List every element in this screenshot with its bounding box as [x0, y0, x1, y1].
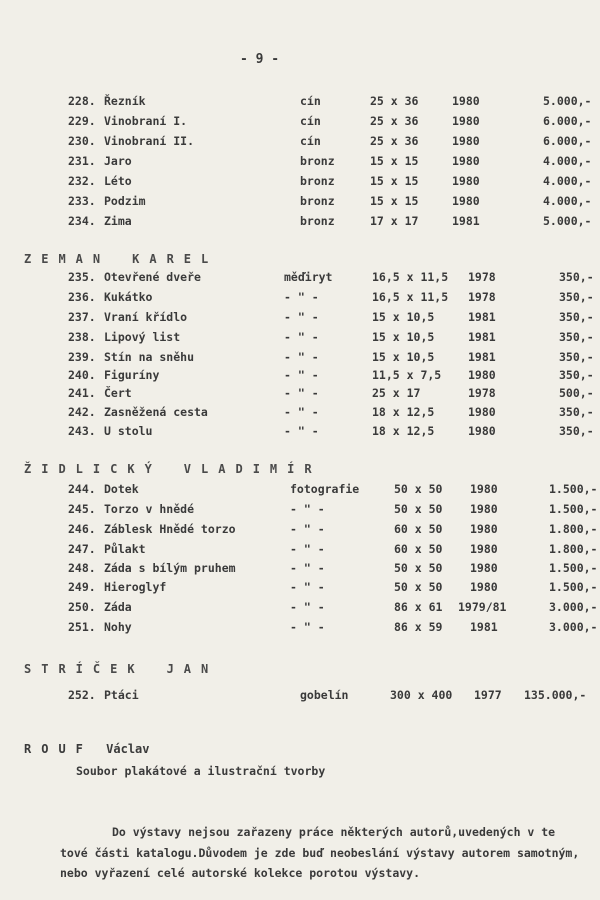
catalog-entry [0, 290, 600, 306]
entry-price: 350,- [559, 368, 594, 382]
entry-price: 135.000,- [524, 688, 587, 702]
author-heading-stricek [24, 662, 218, 676]
entry-price: 5.000,- [543, 214, 592, 228]
entry-material: gobelín [300, 688, 349, 702]
entry-number: 233. [68, 194, 96, 208]
entry-material: - " - [290, 600, 325, 614]
catalog-entry [0, 502, 600, 518]
catalog-entry [0, 580, 600, 596]
catalog-entry [0, 214, 600, 230]
entry-title: Otevřené dveře [104, 270, 201, 284]
entry-price: 350,- [559, 350, 594, 364]
entry-title: Zima [104, 214, 132, 228]
entry-price: 500,- [559, 386, 594, 400]
entry-title: Lipový list [104, 330, 181, 344]
entry-number: 251. [68, 620, 96, 634]
entry-price: 1.800,- [549, 542, 598, 556]
catalog-entry [0, 310, 600, 326]
entry-material: - " - [290, 542, 325, 556]
entry-size: 16,5 x 11,5 [372, 270, 449, 284]
entry-material: bronz [300, 154, 335, 168]
entry-title: Řezník [104, 94, 146, 108]
entry-size: 86 x 59 [394, 620, 443, 634]
catalog-entry [0, 600, 600, 616]
entry-number: 241. [68, 386, 96, 400]
entry-size: 15 x 10,5 [372, 310, 435, 324]
entry-price: 6.000,- [543, 114, 592, 128]
entry-size: 300 x 400 [390, 688, 453, 702]
entry-year: 1977 [474, 688, 502, 702]
entry-material: - " - [284, 424, 319, 438]
entry-size: 50 x 50 [394, 502, 443, 516]
note-line: Do výstavy nejsou zařazeny práce některých autorů,uvedených v te [112, 825, 556, 839]
entry-price: 350,- [559, 270, 594, 284]
note-line: tové části katalogu.Důvodem je zde buď neobeslání výstavy autorem samotným, [60, 846, 580, 860]
catalog-entry [0, 350, 600, 366]
entry-title: Záblesk Hnědé torzo [104, 522, 236, 536]
entry-year: 1981 [468, 330, 496, 344]
entry-number: 229. [68, 114, 96, 128]
entry-material: cín [300, 94, 321, 108]
entry-number: 244. [68, 482, 96, 496]
catalog-entry [0, 482, 600, 498]
catalog-entry [0, 270, 600, 286]
entry-size: 50 x 50 [394, 561, 443, 575]
entry-size: 18 x 12,5 [372, 405, 435, 419]
author-heading-zeman [24, 252, 218, 266]
entry-number: 247. [68, 542, 96, 556]
entry-number: 234. [68, 214, 96, 228]
entry-year: 1980 [452, 154, 480, 168]
catalog-entry [0, 561, 600, 577]
entry-size: 15 x 15 [370, 194, 419, 208]
entry-material: - " - [284, 350, 319, 364]
entry-price: 1.500,- [549, 482, 598, 496]
entry-year: 1980 [470, 542, 498, 556]
entry-title: Hieroglyf [104, 580, 167, 594]
entry-material: cín [300, 134, 321, 148]
entry-year: 1980 [452, 134, 480, 148]
entry-number: 249. [68, 580, 96, 594]
entry-number: 242. [68, 405, 96, 419]
author-surname: ROUF [24, 742, 93, 756]
entry-price: 1.500,- [549, 580, 598, 594]
entry-year: 1980 [470, 522, 498, 536]
entry-material: měďiryt [284, 270, 333, 284]
entry-price: 4.000,- [543, 154, 592, 168]
entry-number: 237. [68, 310, 96, 324]
entry-size: 15 x 15 [370, 154, 419, 168]
entry-size: 86 x 61 [394, 600, 443, 614]
entry-size: 60 x 50 [394, 522, 443, 536]
entry-number: 250. [68, 600, 96, 614]
entry-year: 1981 [468, 310, 496, 324]
entry-year: 1980 [470, 580, 498, 594]
entry-title: Záda [104, 600, 132, 614]
entry-price: 350,- [559, 330, 594, 344]
entry-material: fotografie [290, 482, 360, 496]
entry-title: Vraní křídlo [104, 310, 188, 324]
entry-title: Torzo v hnědé [104, 502, 195, 516]
catalog-entry [0, 424, 600, 440]
catalog-entry [0, 620, 600, 636]
entry-title: Dotek [104, 482, 139, 496]
entry-size: 15 x 10,5 [372, 330, 435, 344]
entry-year: 1978 [468, 386, 496, 400]
author-given-name: Václav [106, 742, 150, 756]
entry-size: 11,5 x 7,5 [372, 368, 442, 382]
entry-price: 350,- [559, 310, 594, 324]
entry-size: 15 x 15 [370, 174, 419, 188]
entry-title: Nohy [104, 620, 132, 634]
author-given-name: VLADIMÍR [183, 462, 322, 476]
entry-year: 1981 [452, 214, 480, 228]
catalog-entry [0, 154, 600, 170]
note-line: nebo vyřazení celé autorské kolekce porotou výstavy. [60, 866, 421, 880]
entry-year: 1978 [468, 270, 496, 284]
entry-price: 5.000,- [543, 94, 592, 108]
entry-number: 239. [68, 350, 96, 364]
entry-year: 1979/81 [458, 600, 507, 614]
entry-number: 236. [68, 290, 96, 304]
entry-size: 25 x 36 [370, 94, 419, 108]
entry-title: Podzim [104, 194, 146, 208]
entry-title: Půlakt [104, 542, 146, 556]
catalog-entry [0, 114, 600, 130]
entry-number: 246. [68, 522, 96, 536]
catalog-entry [0, 94, 600, 110]
entry-price: 4.000,- [543, 194, 592, 208]
entry-material: bronz [300, 174, 335, 188]
entry-number: 231. [68, 154, 96, 168]
entry-size: 25 x 36 [370, 134, 419, 148]
entry-number: 238. [68, 330, 96, 344]
author-surname: STRÍČEK [24, 662, 145, 676]
entry-price: 350,- [559, 405, 594, 419]
catalog-entry [0, 522, 600, 538]
entry-title: Čert [104, 386, 132, 400]
entry-year: 1981 [470, 620, 498, 634]
entry-price: 4.000,- [543, 174, 592, 188]
author-given-name: JAN [166, 662, 219, 676]
catalog-entry [0, 386, 600, 402]
entry-number: 252. [68, 688, 96, 702]
entry-year: 1980 [452, 94, 480, 108]
entry-size: 16,5 x 11,5 [372, 290, 449, 304]
entry-title: Léto [104, 174, 132, 188]
entry-material: - " - [290, 502, 325, 516]
entry-title: Jaro [104, 154, 132, 168]
page-number: - 9 - [240, 52, 280, 67]
entry-material: - " - [284, 368, 319, 382]
entry-size: 50 x 50 [394, 482, 443, 496]
entry-title: Zasněžená cesta [104, 405, 208, 419]
entry-price: 1.500,- [549, 561, 598, 575]
catalog-entry [0, 330, 600, 346]
entry-size: 17 x 17 [370, 214, 419, 228]
catalog-entry [0, 174, 600, 190]
catalog-entry [0, 688, 600, 704]
entry-price: 1.500,- [549, 502, 598, 516]
entry-year: 1980 [470, 561, 498, 575]
entry-title: U stolu [104, 424, 153, 438]
entry-year: 1980 [468, 424, 496, 438]
entry-price: 3.000,- [549, 600, 598, 614]
entry-size: 18 x 12,5 [372, 424, 435, 438]
entry-title: Vinobraní I. [104, 114, 188, 128]
author-surname: ŽIDLICKÝ [24, 462, 162, 476]
entry-price: 350,- [559, 424, 594, 438]
entry-year: 1980 [468, 368, 496, 382]
entry-material: - " - [284, 386, 319, 400]
entry-material: cín [300, 114, 321, 128]
catalog-entry [0, 542, 600, 558]
entry-number: 245. [68, 502, 96, 516]
entry-material: - " - [284, 290, 319, 304]
entry-number: 232. [68, 174, 96, 188]
entry-year: 1980 [470, 482, 498, 496]
entry-title: Kukátko [104, 290, 153, 304]
entry-year: 1980 [470, 502, 498, 516]
entry-number: 243. [68, 424, 96, 438]
entry-year: 1980 [452, 194, 480, 208]
entry-number: 228. [68, 94, 96, 108]
entry-year: 1981 [468, 350, 496, 364]
entry-year: 1980 [452, 114, 480, 128]
entry-price: 350,- [559, 290, 594, 304]
entry-price: 3.000,- [549, 620, 598, 634]
entry-material: - " - [290, 561, 325, 575]
entry-title: Vinobraní II. [104, 134, 195, 148]
entry-material: - " - [290, 580, 325, 594]
entry-price: 1.800,- [549, 522, 598, 536]
entry-year: 1980 [468, 405, 496, 419]
entry-size: 15 x 10,5 [372, 350, 435, 364]
entry-material: - " - [290, 522, 325, 536]
entry-price: 6.000,- [543, 134, 592, 148]
entry-material: - " - [284, 330, 319, 344]
author-collection-description: Soubor plakátové a ilustrační tvorby [76, 764, 326, 778]
entry-year: 1980 [452, 174, 480, 188]
author-surname: ZEMAN [24, 252, 111, 266]
entry-year: 1978 [468, 290, 496, 304]
catalog-entry [0, 134, 600, 150]
entry-number: 230. [68, 134, 96, 148]
entry-size: 60 x 50 [394, 542, 443, 556]
entry-title: Figuríny [104, 368, 160, 382]
entry-title: Stín na sněhu [104, 350, 195, 364]
author-heading-zidlicky [24, 462, 322, 476]
entry-title: Záda s bílým pruhem [104, 561, 236, 575]
entry-material: bronz [300, 194, 335, 208]
entry-size: 25 x 36 [370, 114, 419, 128]
entry-material: - " - [284, 405, 319, 419]
catalog-entry [0, 368, 600, 384]
entry-number: 235. [68, 270, 96, 284]
author-given-name: KAREL [132, 252, 219, 266]
catalog-entry [0, 405, 600, 421]
entry-size: 50 x 50 [394, 580, 443, 594]
catalog-entry [0, 194, 600, 210]
entry-material: - " - [290, 620, 325, 634]
entry-number: 248. [68, 561, 96, 575]
entry-title: Ptáci [104, 688, 139, 702]
entry-material: bronz [300, 214, 335, 228]
entry-size: 25 x 17 [372, 386, 421, 400]
entry-material: - " - [284, 310, 319, 324]
entry-number: 240. [68, 368, 96, 382]
author-heading-rouf [24, 742, 150, 756]
